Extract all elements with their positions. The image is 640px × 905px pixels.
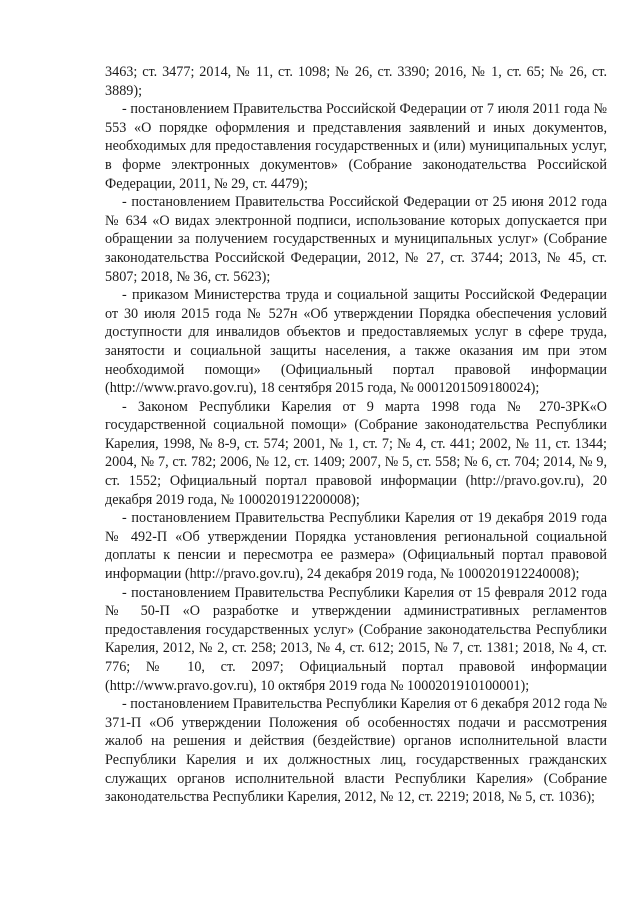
document-body [105,63,607,807]
paragraph-law-270-zrk: - Законом Республики Карелия от 9 марта 1998 года № 270-ЗРК«О государственной социальной помощи» (Собрание законодательства Республики Карелия, 1998, № 8-9, ст. 574; 2001, № 1, ст. 7; № 4, ст. 441; 2002, № 11, ст. 1344; 2004, № 7, ст. 782; 2006, № 12, ст. 1409; 2007, № 5, ст. 558; № 6, ст. 704; 2014, № 9, ст. 1552; Официальный портал правовой информации (http://pravo.gov.ru), 20 декабря 2019 года, № 1000201912200008); [105,398,607,508]
paragraph-decree-553: - постановлением Правительства Российской Федерации от 7 июля 2011 года № 553 «О порядке оформления и представления заявлений и иных документов, необходимых для предоставления государственных и (или) муниципальных услуг, в форме электронных документов» (Собрание законодательства Российской Федерации, 2011, № 29, ст. 4479); [105,101,607,192]
paragraph-decree-634: - постановлением Правительства Российской Федерации от 25 июня 2012 года № 634 «О видах электронной подписи, использование которых допускается при обращении за получением государственных и муниципальных услуг» (Собрание законодательства Российской Федерации, 2012, № 27, ст. 3744; 2013, № 45, ст. 5807; 2018, № 36, ст. 5623); [105,194,607,285]
paragraph-decree-371-p: - постановлением Правительства Республики Карелия от 6 декабря 2012 года № 371-П «Об утверждении Положения об особенностях подачи и рассмотрения жалоб на решения и действия (бездействие) органов исполнительной власти Республики Карелия и их должностных лиц, государственных гражданских служащих органов исполнительной власти Республики Карелия» (Собрание законодательства Республики Карелия, 2012, № 12, ст. 2219; 2018, № 5, ст. 1036); [105,696,607,806]
paragraph-decree-50-p: - постановлением Правительства Республики Карелия от 15 февраля 2012 года № 50-П «О разработке и утверждении административных регламентов предоставления государственных услуг» (Собрание законодательства Республики Карелия, 2012, № 2, ст. 258; 2013, № 4, ст. 612; 2015, № 7, ст. 1381; 2018, № 4, ст. 776; № 10, ст. 2097; Официальный портал правовой информации (http://www.pravo.gov.ru), 10 октября 2019 года № 1000201910100001); [105,584,607,694]
paragraph-order-527n: - приказом Министерства труда и социальной защиты Российской Федерации от 30 июля 2015 года № 527н «Об утверждении Порядка обеспечения условий доступности для инвалидов объектов и предоставляемых услуг в сфере труда, занятости и социальной защиты населения, а также оказания им при этом необходимой помощи» (Официальный портал правовой информации (http://www.pravo.gov.ru), 18 сентября 2015 года, № 0001201509180024); [105,287,607,397]
paragraph-decree-492-p: - постановлением Правительства Республики Карелия от 19 декабря 2019 года № 492-П «Об утверждении Порядка установления региональной социальной доплаты к пенсии и пересмотра ее размера» (Официальный портал правовой информации (http://pravo.gov.ru), 24 декабря 2019 года, № 1000201912240008); [105,510,607,583]
paragraph-continuation: 3463; ст. 3477; 2014, № 11, ст. 1098; № 26, ст. 3390; 2016, № 1, ст. 65; № 26, ст. 3889); [105,64,607,99]
